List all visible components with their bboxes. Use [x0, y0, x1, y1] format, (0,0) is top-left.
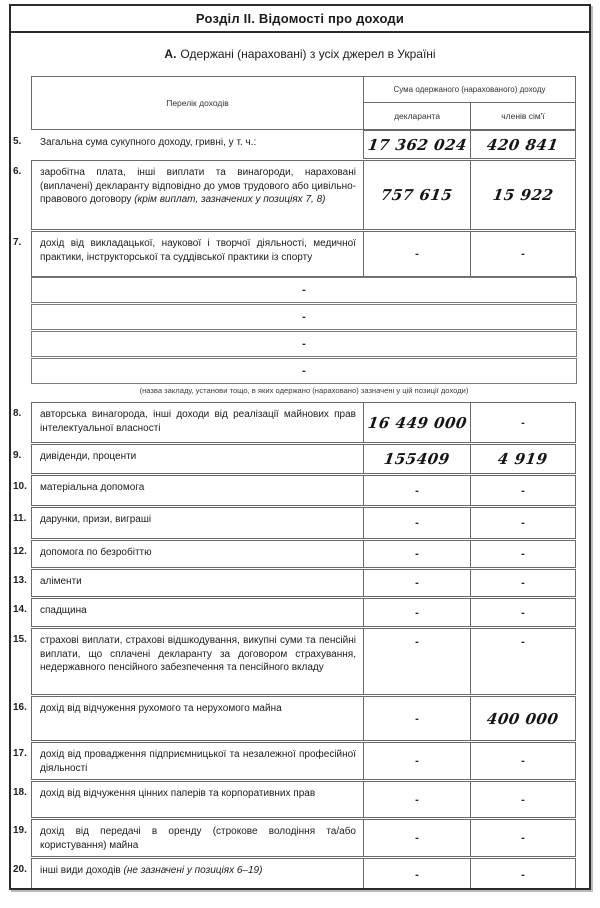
row-number: 12.	[13, 546, 27, 557]
income-row	[11, 819, 577, 857]
income-rows-bottom	[11, 402, 589, 890]
table-header	[31, 76, 577, 130]
income-label: аліменти	[31, 569, 364, 597]
section-title: Розділ II. Відомості про доходи	[195, 11, 405, 26]
family-value-dash: -	[521, 755, 525, 768]
institution-note: (назва закладу, установи тощо, в яких одержано (нараховано) зазначені у цій позиції доходи)	[139, 386, 469, 395]
declarant-value-dash: -	[415, 606, 419, 619]
family-value-handwritten: 15 922	[491, 186, 555, 204]
family-value-dash: -	[521, 416, 525, 429]
header-sum-group	[363, 76, 576, 130]
row-number: 20.	[13, 864, 27, 876]
row-number: 14.	[13, 604, 27, 615]
declarant-value	[363, 598, 471, 627]
declarant-value	[363, 742, 471, 780]
family-value-dash: -	[521, 248, 525, 260]
declarant-value	[363, 231, 471, 277]
declarant-value-dash: -	[415, 577, 419, 589]
institution-row	[31, 277, 577, 303]
income-label: дохід від викладацької, наукової і творчої діяльності, медичної практики, інструкторської та суддівської практики із спорту	[31, 231, 364, 277]
income-row	[11, 569, 577, 597]
declarant-value	[363, 402, 471, 443]
income-label: інші види доходів (не зазначені у позиціях 6–19)	[31, 858, 364, 890]
form-page	[9, 4, 591, 890]
row-number: 13.	[13, 575, 27, 586]
row-number: 5.	[13, 136, 22, 147]
row-number: 10.	[13, 481, 27, 492]
income-label: авторська винагорода, інші доходи від реалізації майнових прав інтелектуальної власності	[31, 402, 364, 443]
declarant-value-handwritten: 17 362 024	[366, 135, 468, 154]
institution-rows	[31, 277, 589, 384]
income-label: спадщина	[31, 598, 364, 627]
family-value	[470, 569, 576, 597]
income-label: страхові виплати, страхові відшкодування, викупні суми та пенсійні виплати, що сплачені декларанту за договором страхування, недержавного пенсійного забезпечення та пенсійного вкладу	[31, 628, 364, 695]
header-declarant: декларанта	[363, 102, 471, 130]
income-row	[11, 130, 577, 159]
income-label: дохід від відчуження цінних паперів та корпоративних прав	[31, 781, 364, 818]
row-number: 7.	[13, 237, 22, 248]
declarant-value-dash: -	[415, 868, 419, 881]
income-row	[11, 598, 577, 627]
declarant-value-handwritten: 757 615	[380, 186, 454, 204]
income-row	[11, 475, 577, 506]
row-number: 9.	[13, 450, 22, 461]
row-number: 8.	[13, 408, 22, 419]
income-label: Загальна сума сукупного доходу, гривні, у т. ч.:	[40, 137, 257, 148]
family-value	[470, 130, 576, 159]
declarant-value-dash: -	[415, 636, 419, 648]
declarant-value	[363, 507, 471, 539]
income-row	[11, 742, 577, 780]
header-sum: Сума одержаного (нарахованого) доходу	[363, 76, 576, 103]
income-label-note: (не зазначені у позиціях 6–19)	[123, 865, 263, 877]
family-value	[470, 402, 576, 443]
income-row	[11, 231, 577, 277]
income-label: допомога по безробіттю	[31, 540, 364, 568]
declarant-value	[363, 160, 471, 230]
family-value-handwritten: 420 841	[486, 135, 560, 154]
family-value	[470, 696, 576, 741]
family-value-dash: -	[521, 793, 525, 806]
row-number: 17.	[13, 748, 27, 759]
family-value	[470, 507, 576, 539]
declarant-value	[363, 819, 471, 857]
income-row	[11, 858, 577, 890]
institution-section	[31, 277, 589, 395]
family-value	[470, 444, 576, 474]
institution-row	[31, 331, 577, 357]
income-row	[11, 540, 577, 568]
declarant-value-dash: -	[415, 484, 419, 497]
income-row	[11, 628, 577, 695]
institution-row-dash: -	[302, 338, 306, 350]
declarant-value-dash: -	[415, 793, 419, 806]
declarant-value-dash: -	[415, 755, 419, 768]
declarant-value-dash: -	[415, 712, 419, 725]
family-value-dash: -	[521, 548, 525, 560]
declarant-value	[363, 696, 471, 741]
income-label: матеріальна допомога	[31, 475, 364, 506]
income-row	[11, 507, 577, 539]
declarant-value-handwritten: 155409	[382, 450, 452, 468]
family-value	[470, 231, 576, 277]
family-value	[470, 819, 576, 857]
family-value	[470, 742, 576, 780]
declarant-value	[363, 475, 471, 506]
row-number: 6.	[13, 166, 22, 177]
institution-row	[31, 358, 577, 384]
income-label: заробітна плата, інші виплати та винагороди, нараховані (виплачені) декларанту відповідно до умов трудового або цивільно-правового договору (крім виплат, зазначених у позиціях 7, 8)	[31, 160, 364, 230]
family-value	[470, 540, 576, 568]
title-bar	[11, 6, 589, 33]
income-label-note: (крім виплат, зазначених у позиціях 7, 8)	[134, 194, 326, 206]
declarant-value-dash: -	[415, 548, 419, 560]
declarant-value	[363, 444, 471, 474]
family-value-handwritten: 4 919	[496, 450, 549, 468]
declarant-value-handwritten: 16 449 000	[366, 413, 468, 432]
subsection-text: Одержані (нараховані) з усіх джерел в Україні	[180, 47, 436, 61]
header-family: членів сім'ї	[470, 102, 576, 130]
family-value-dash: -	[521, 868, 525, 881]
row-number: 19.	[13, 825, 27, 837]
declarant-value	[363, 130, 471, 159]
family-value	[470, 598, 576, 627]
institution-row-dash: -	[302, 284, 306, 296]
income-row	[11, 781, 577, 818]
income-row	[11, 160, 577, 230]
declarant-value	[363, 569, 471, 597]
header-income-list: Перелік доходів	[31, 76, 364, 130]
family-value-dash: -	[521, 606, 525, 619]
subsection-letter: А.	[164, 47, 177, 61]
row-number: 18.	[13, 787, 27, 799]
family-value-dash: -	[521, 517, 525, 529]
family-value	[470, 160, 576, 230]
family-value	[470, 781, 576, 818]
income-label: дохід від відчуження рухомого та нерухомого майна	[31, 696, 364, 741]
income-rows-top	[11, 130, 589, 277]
declarant-value-dash: -	[415, 832, 419, 845]
row-number: 15.	[13, 634, 27, 645]
institution-row	[31, 304, 577, 330]
declarant-value	[363, 858, 471, 890]
subsection-title	[11, 47, 589, 61]
family-value	[470, 628, 576, 695]
income-row	[11, 444, 577, 474]
declarant-value	[363, 781, 471, 818]
income-table	[11, 76, 589, 890]
declarant-value-dash: -	[415, 517, 419, 529]
income-row	[11, 402, 577, 443]
institution-row-dash: -	[302, 365, 306, 377]
income-label: дохід від провадження підприємницької та незалежної професійної діяльності	[31, 742, 364, 780]
family-value	[470, 858, 576, 890]
family-value-handwritten: 400 000	[486, 709, 560, 728]
declarant-value	[363, 628, 471, 695]
income-row	[11, 696, 577, 741]
institution-row-dash: -	[302, 311, 306, 323]
family-value	[470, 475, 576, 506]
row-number: 16.	[13, 702, 27, 713]
family-value-dash: -	[521, 832, 525, 845]
family-value-dash: -	[521, 484, 525, 497]
income-label: дивіденди, проценти	[31, 444, 364, 474]
declarant-value	[363, 540, 471, 568]
family-value-dash: -	[521, 636, 525, 648]
family-value-dash: -	[521, 577, 525, 589]
declarant-value-dash: -	[415, 248, 419, 260]
income-label: дарунки, призи, виграші	[31, 507, 364, 539]
row-number: 11.	[13, 513, 27, 524]
income-label: дохід від передачі в оренду (строкове володіння та/або користування) майна	[31, 819, 364, 857]
